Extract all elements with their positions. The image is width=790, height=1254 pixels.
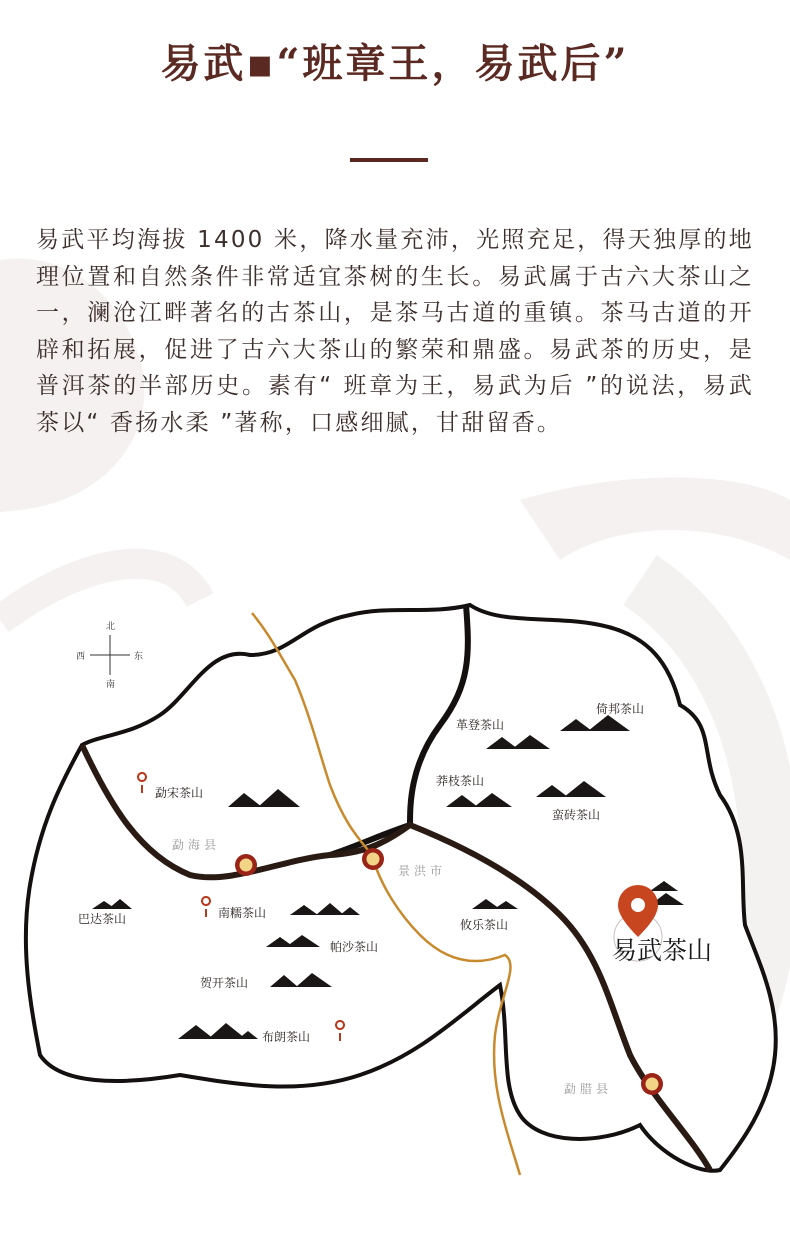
compass-south: 南	[106, 680, 116, 690]
label-mengsong: 勐宋茶山	[155, 786, 204, 800]
label-youle: 攸乐茶山	[460, 918, 509, 932]
label-bada: 巴达茶山	[78, 912, 127, 926]
label-menghai: 勐海县	[172, 838, 221, 852]
compass-north: 北	[106, 622, 116, 632]
town-marker-jinghong	[362, 848, 384, 870]
label-gedeng: 革登茶山	[456, 718, 505, 732]
intro-paragraph: 易武平均海拔 1400 米，降水量充沛，光照充足，得天独厚的地理位置和自然条件非常适宜茶树的生长。易武属于古六大茶山之一，澜沧江畔著名的古茶山，是茶马古道的重镇。茶马古道的开辟和拓展，促进了古六大茶山的繁荣和鼎盛。易武茶的历史，是普洱茶的半部历史。素有“ 班章为王，易武为后 ”的说法，易武茶以“ 香扬水柔 ”著称，口感细腻，甘甜留香。	[36, 227, 754, 436]
tea-mountain-map	[0, 585, 790, 1185]
label-pasha: 帕沙茶山	[330, 940, 379, 954]
label-yibang: 倚邦茶山	[596, 702, 645, 716]
page-title: 易武▪“班章王，易武后”	[160, 40, 630, 87]
town-marker-mengla	[641, 1073, 663, 1095]
label-manzhuan: 蛮砖茶山	[552, 808, 601, 822]
town-marker-menghai	[235, 854, 257, 876]
label-bulang: 布朗茶山	[262, 1030, 311, 1044]
compass-east: 东	[134, 652, 144, 662]
label-mangzhi: 莽枝茶山	[436, 774, 485, 788]
compass-rose	[76, 620, 143, 690]
label-yiwu-highlight: 易武茶山	[612, 936, 713, 965]
title-divider	[350, 158, 428, 162]
label-nannuo: 南糯茶山	[218, 906, 267, 920]
compass-west: 西	[76, 652, 86, 662]
label-hekai: 贺开茶山	[200, 976, 249, 990]
label-jinghong: 景洪市	[398, 864, 447, 878]
label-mengla: 勐腊县	[564, 1082, 613, 1096]
